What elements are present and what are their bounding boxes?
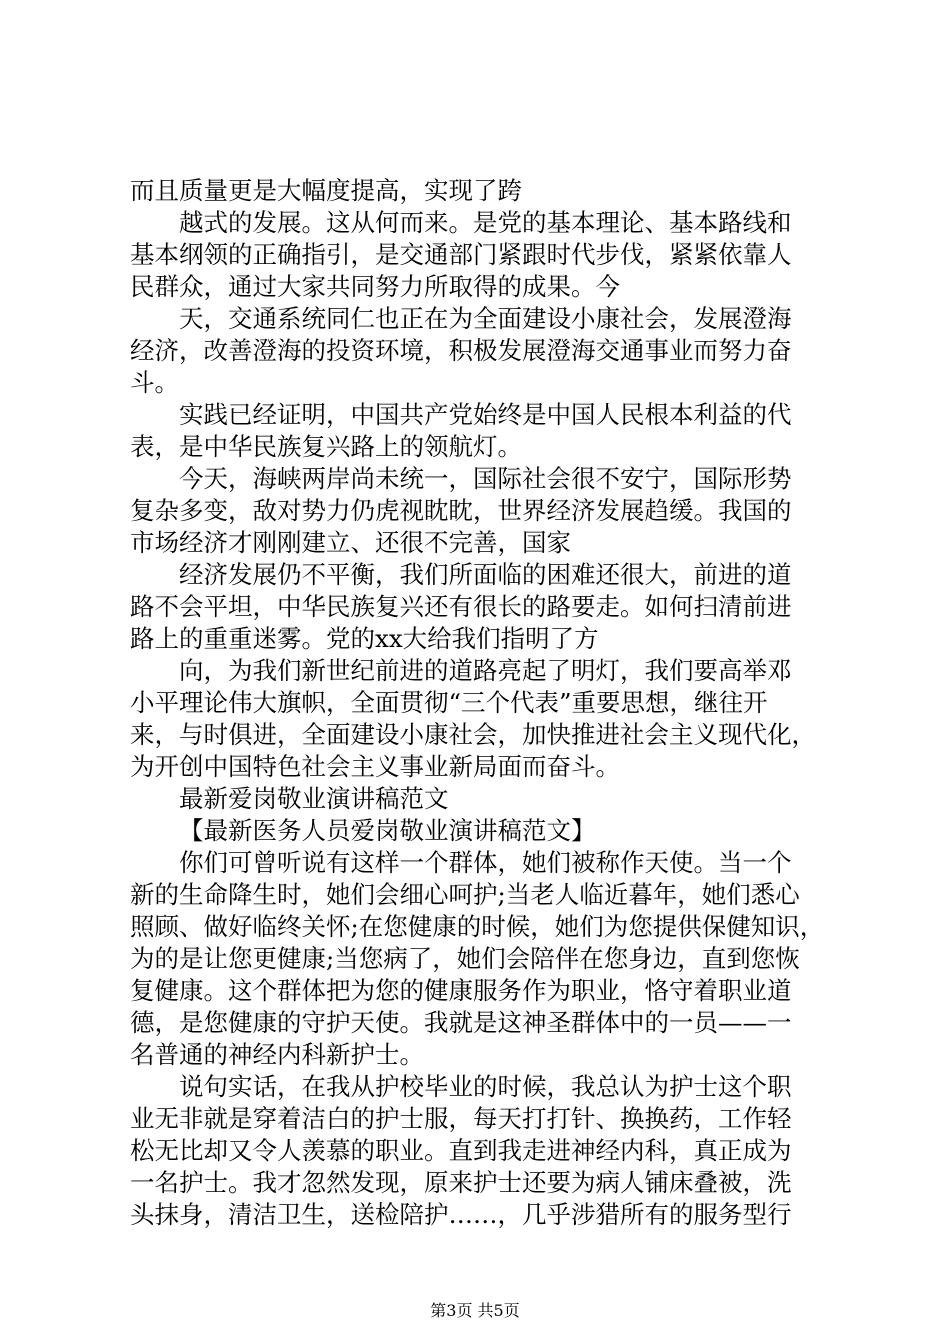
text-line: 路上的重重迷雾。党的xx大给我们指明了方 — [130, 624, 599, 653]
text-line: 斗。 — [130, 368, 179, 397]
text-line: 基本纲领的正确指引，是交通部门紧跟时代步伐，紧紧依靠人 — [130, 240, 792, 269]
text-line: 为的是让您更健康;当您病了，她们会陪伴在您身边，直到您恢 — [130, 944, 800, 973]
text-line: 今天，海峡两岸尚未统一，国际社会很不安宁，国际形势 — [179, 464, 792, 493]
text-line: 说句实话，在我从护校毕业的时候，我总认为护士这个职 — [179, 1072, 792, 1101]
text-line: 民群众，通过大家共同努力所取得的成果。今 — [130, 272, 620, 301]
text-line: 最新爱岗敬业演讲稿范文 — [179, 784, 449, 813]
text-line: 复杂多变，敌对势力仍虎视眈眈，世界经济发展趋缓。我国的 — [130, 496, 792, 525]
text-line: 松无比却又令人羡慕的职业。直到我走进神经内科，真正成为 — [130, 1136, 792, 1165]
text-line: 实践已经证明，中国共产党始终是中国人民根本利益的代 — [179, 400, 792, 429]
text-line: 新的生命降生时，她们会细心呵护;当老人临近暮年，她们悉心 — [130, 880, 800, 909]
text-line: 来，与时俱进，全面建设小康社会，加快推进社会主义现代化， — [130, 720, 816, 749]
text-line: 向，为我们新世纪前进的道路亮起了明灯，我们要高举邓 — [179, 656, 792, 685]
text-line: 小平理论伟大旗帜，全面贯彻“三个代表”重要思想，继往开 — [130, 688, 768, 717]
page-footer: 第3页 共5页 — [430, 1301, 520, 1320]
document-body — [130, 175, 830, 1231]
text-line: 为开创中国特色社会主义事业新局面而奋斗。 — [130, 752, 620, 781]
text-line: 一名护士。我才忽然发现，原来护士还要为病人铺床叠被，洗 — [130, 1168, 792, 1197]
text-line: 表，是中华民族复兴路上的领航灯。 — [130, 432, 522, 461]
text-line: 你们可曾听说有这样一个群体，她们被称作天使。当一个 — [179, 848, 792, 877]
text-line: 而且质量更是大幅度提高，实现了跨 — [130, 176, 522, 205]
text-line: 照顾、做好临终关怀;在您健康的时候，她们为您提供保健知识， — [130, 912, 825, 941]
text-line: 复健康。这个群体把为您的健康服务作为职业，恪守着职业道 — [130, 976, 792, 1005]
text-line: 越式的发展。这从何而来。是党的基本理论、基本路线和 — [179, 208, 792, 237]
text-line: 德，是您健康的守护天使。我就是这神圣群体中的一员——一 — [130, 1008, 792, 1037]
text-line: 天，交通系统同仁也正在为全面建设小康社会，发展澄海 — [179, 304, 792, 333]
text-line: 头抹身，清洁卫生，送检陪护……，几乎涉猎所有的服务型行 — [130, 1200, 792, 1229]
text-line: 经济，改善澄海的投资环境，积极发展澄海交通事业而努力奋 — [130, 336, 792, 365]
text-line: 经济发展仍不平衡，我们所面临的困难还很大，前进的道 — [179, 560, 792, 589]
text-line: 市场经济才刚刚建立、还很不完善，国家 — [130, 528, 571, 557]
text-line: 名普通的神经内科新护士。 — [130, 1040, 424, 1069]
text-line: 业无非就是穿着洁白的护士服，每天打打针、换换药，工作轻 — [130, 1104, 792, 1133]
text-line: 【最新医务人员爱岗敬业演讲稿范文】 — [179, 816, 596, 845]
text-line: 路不会平坦，中华民族复兴还有很长的路要走。如何扫清前进 — [130, 592, 792, 621]
